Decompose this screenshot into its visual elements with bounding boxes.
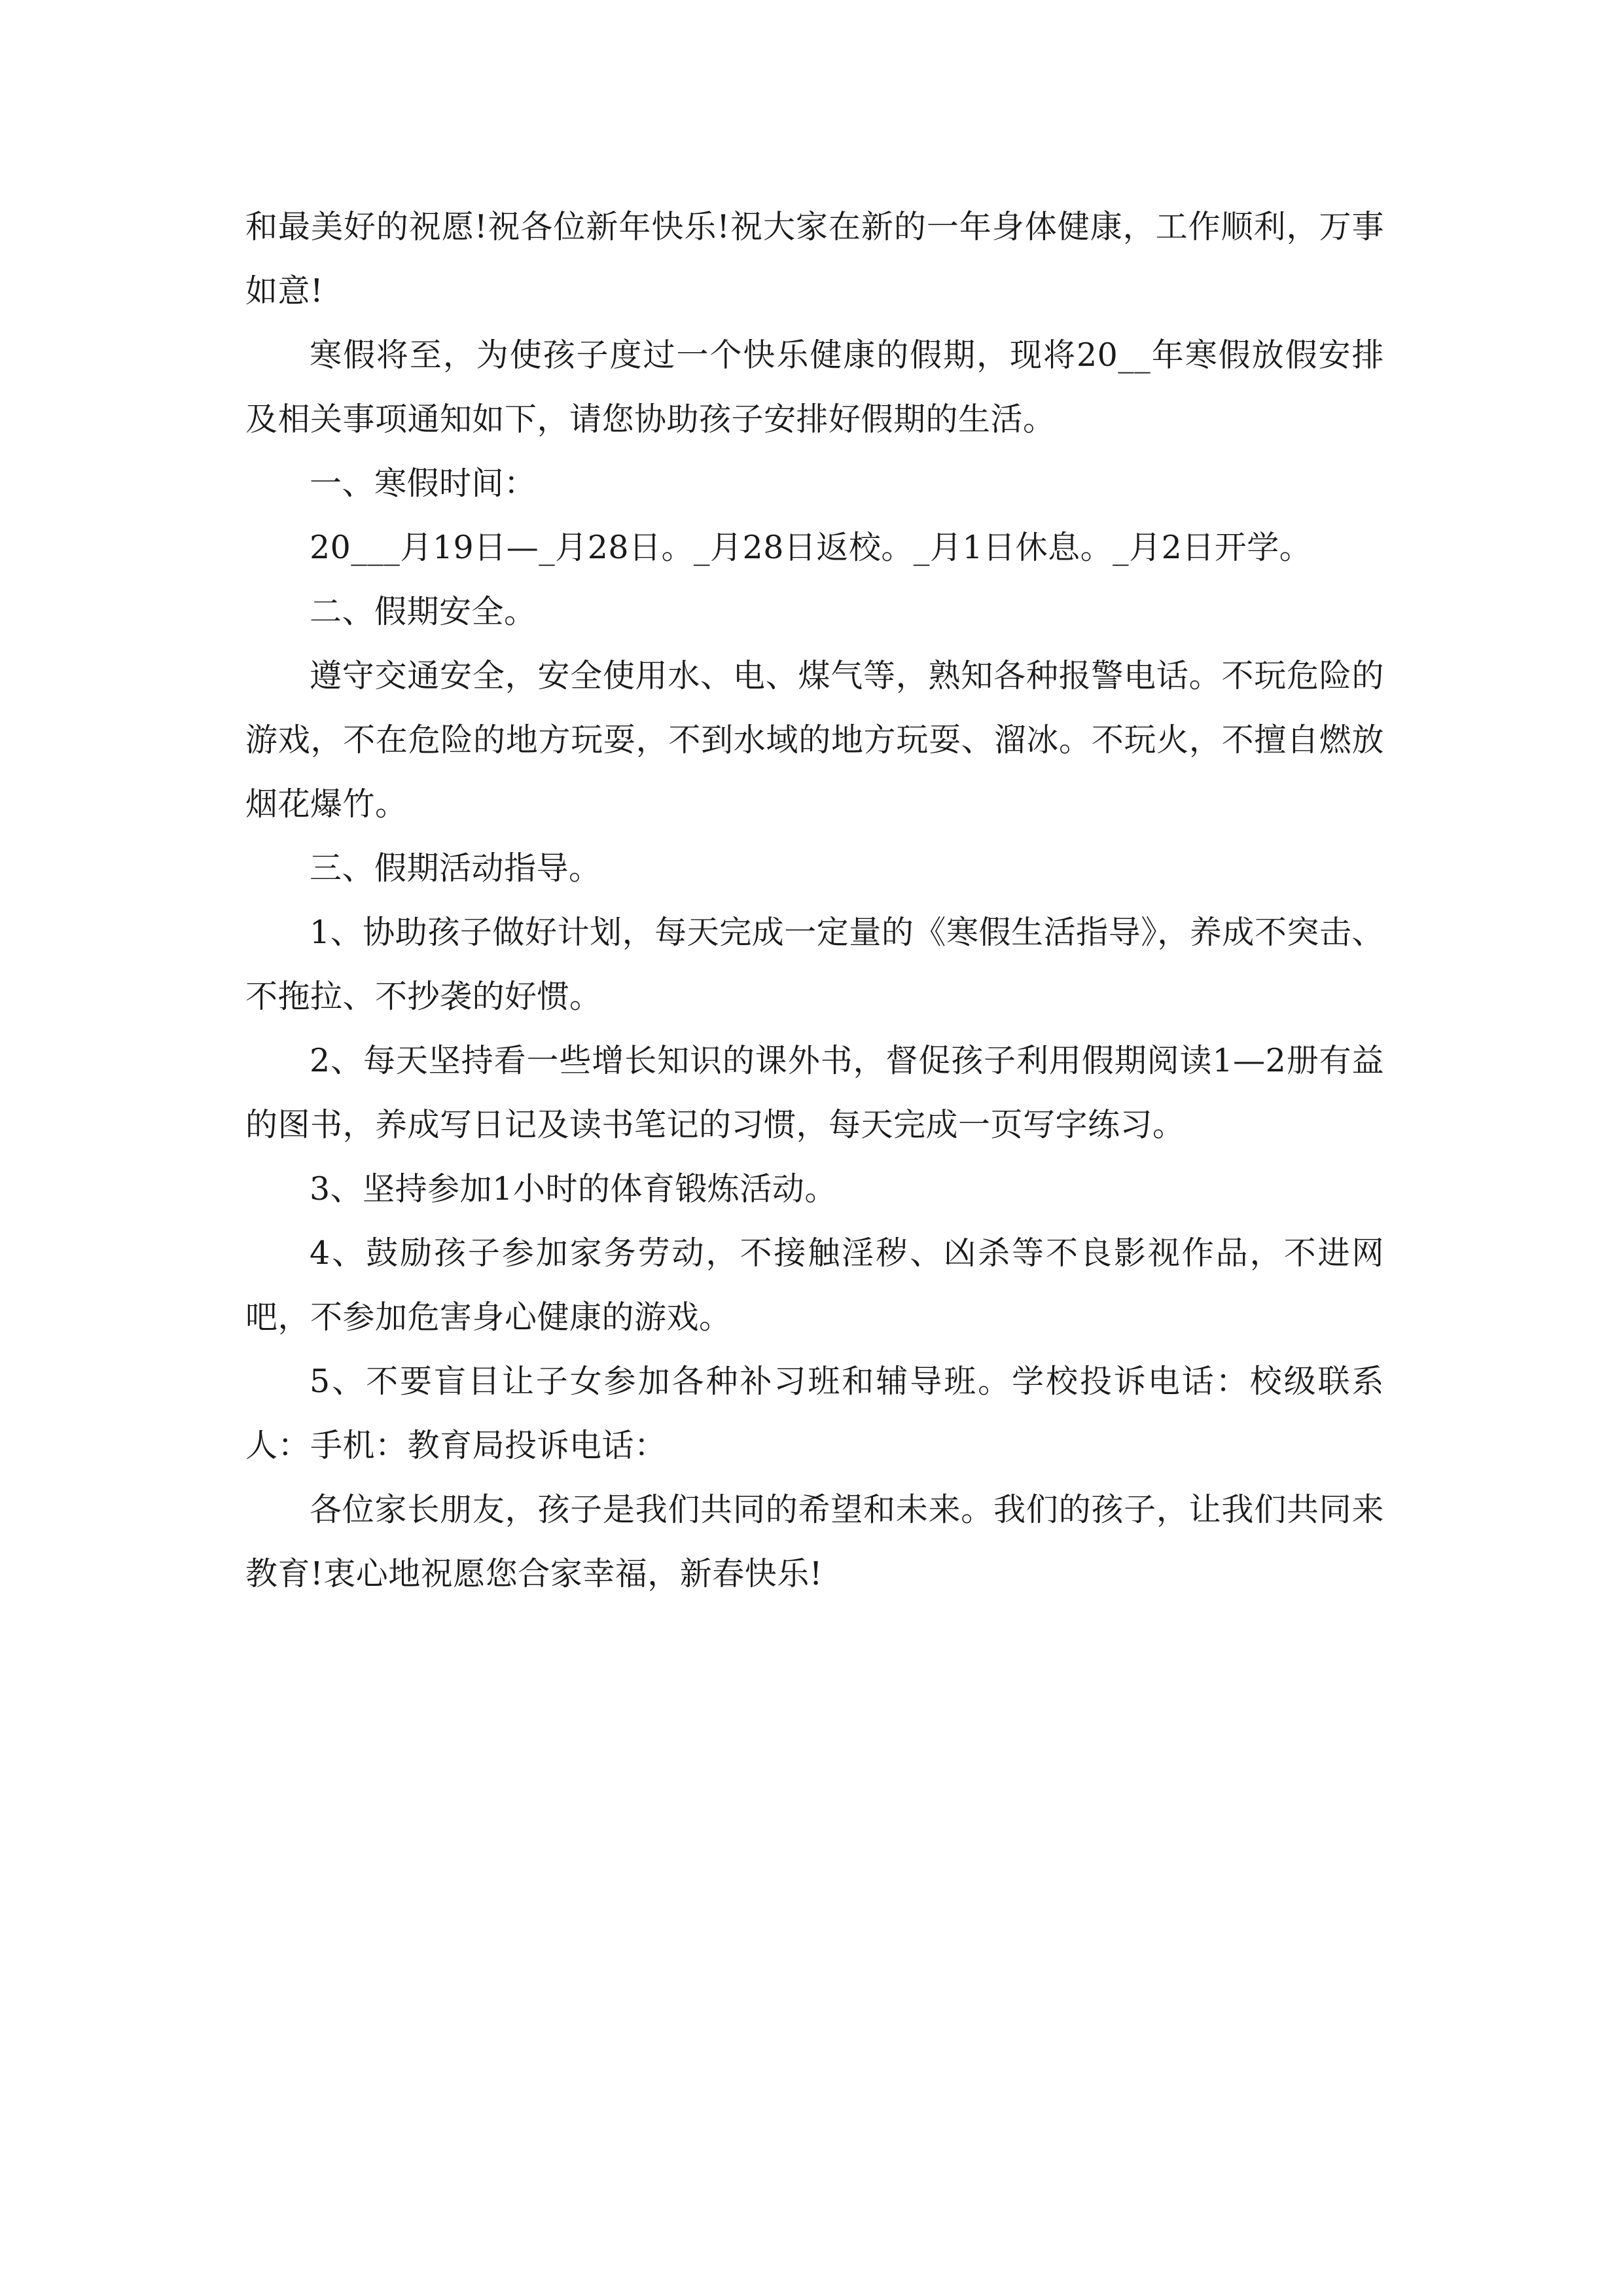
list-item-guidance-5: 5、不要盲目让子女参加各种补习班和辅导班。学校投诉电话：校级联系人：手机：教育局投诉电话： [245,1363,1384,1464]
list-item-guidance-1: 1、协助孩子做好计划，每天完成一定量的《寒假生活指导》，养成不突击、不拖拉、不抄袭的好惯。 [245,914,1384,1015]
list-item-guidance-2: 2、每天坚持看一些增长知识的课外书，督促孩子利用假期阅读1—2册有益的图书，养成写日记及读书笔记的习惯，每天完成一页写字练习。 [245,1042,1384,1143]
paragraph-closing: 各位家长朋友，孩子是我们共同的希望和未来。我们的孩子，让我们共同来教育!衷心地祝愿您合家幸福，新春快乐! [245,1491,1384,1592]
paragraph-greeting-continuation: 和最美好的祝愿!祝各位新年快乐!祝大家在新的一年身体健康，工作顺利，万事如意! [245,208,1384,310]
paragraph-safety-rules: 遵守交通安全，安全使用水、电、煤气等，熟知各种报警电话。不玩危险的游戏，不在危险的地方玩耍，不到水域的地方玩耍、溜冰。不玩火，不擅自燃放烟花爆竹。 [245,657,1384,823]
document-body [245,195,1384,1606]
list-item-guidance-3: 3、坚持参加1小时的体育锻炼活动。 [310,1170,837,1208]
paragraph-holiday-dates: 20___月19日—_月28日。_月28日返校。_月1日休息。_月2日开学。 [310,529,1312,566]
heading-holiday-time: 一、寒假时间： [310,465,537,502]
list-item-guidance-4: 4、鼓励孩子参加家务劳动，不接触淫秽、凶杀等不良影视作品，不进网吧，不参加危害身心健康的游戏。 [245,1234,1384,1336]
heading-activity-guidance: 三、假期活动指导。 [310,850,601,887]
heading-holiday-safety: 二、假期安全。 [310,593,537,630]
paragraph-intro: 寒假将至，为使孩子度过一个快乐健康的假期，现将20__年寒假放假安排及相关事项通知如下，请您协助孩子安排好假期的生活。 [245,336,1384,438]
